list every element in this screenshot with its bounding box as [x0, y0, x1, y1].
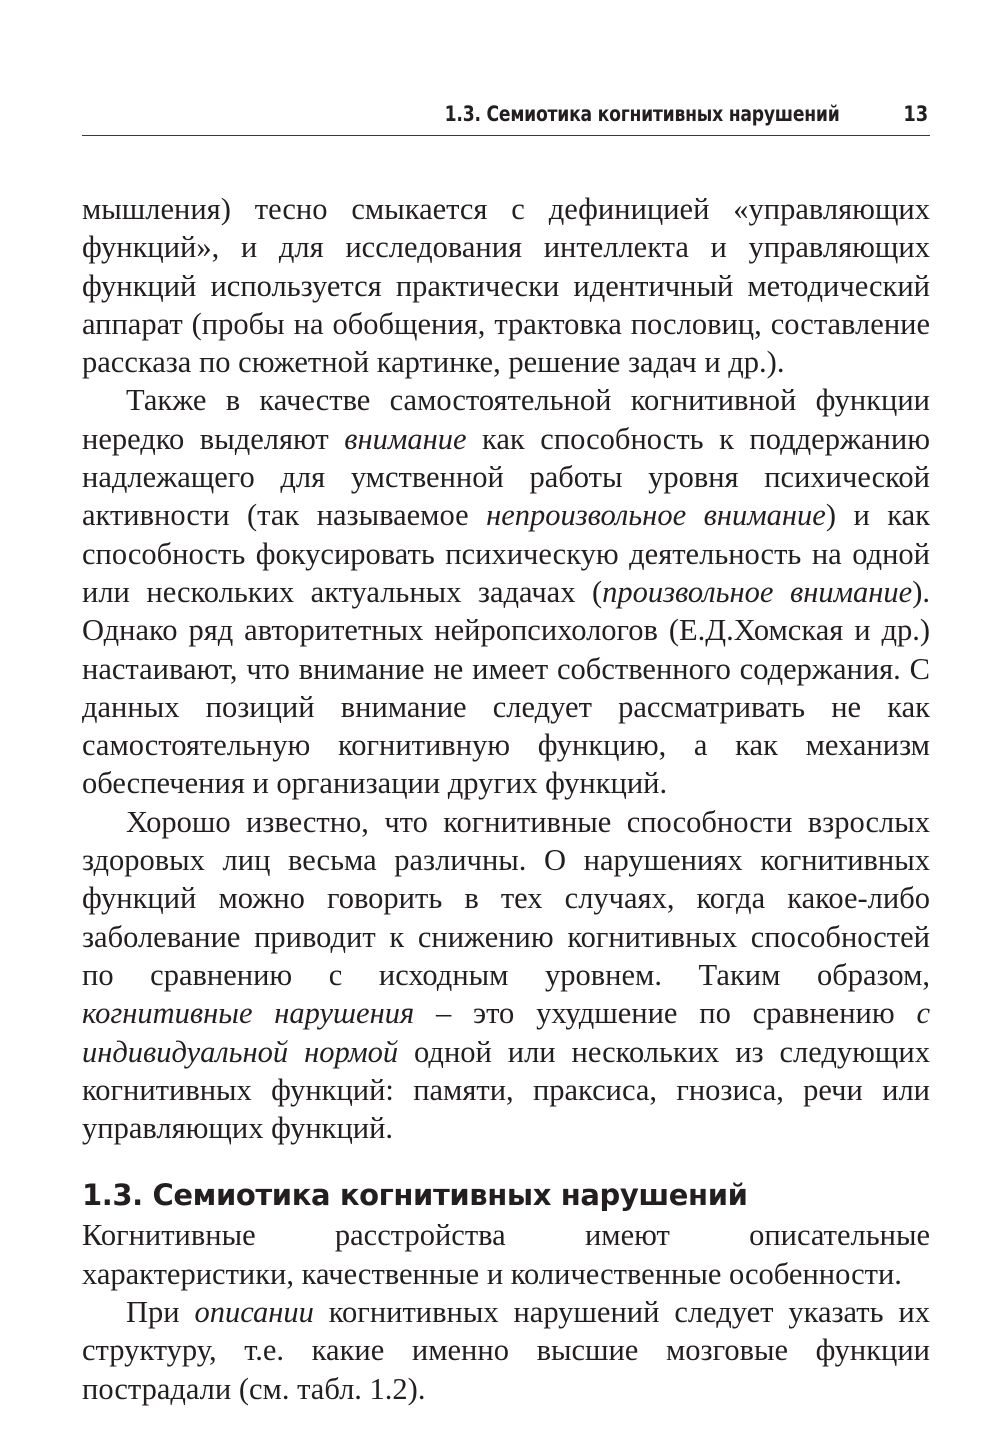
paragraph-text: Хорошо известно, что когнитивные способности взрослых здоровых лиц весьма различны. О нарушениях когнитивных функций можно говорить в тех случаях, когда какое-либо заболевание приводит к снижению когнитивных способностей по сравнению с исходным уровнем. Таким образом,: [82, 804, 930, 992]
emphasis-text: описании: [194, 1295, 314, 1330]
section-1-3: [82, 1174, 930, 1407]
page-number: 13: [903, 102, 928, 126]
emphasis-text: когнитивные нарушения: [82, 996, 415, 1031]
paragraph-text: ). Однако ряд авторитетных нейропсихологов (Е.Д.Хомская и др.) настаивают, что внимание не имеет собственного содержания. С данных позиций внимание следует рассматривать не как самостоятельную когнитивную функцию, а как механизм обеспечения и организации других функций.: [82, 574, 931, 801]
paragraph-1: [82, 190, 930, 381]
paragraph-text: – это ухудшение по сравнению: [414, 996, 917, 1031]
running-header-title: 1.3. Семиотика когнитивных нарушений: [445, 102, 840, 126]
header-rule: [82, 135, 930, 136]
body-text: [82, 190, 930, 1408]
section-paragraph-2: [82, 1293, 930, 1408]
paragraph-text: когнитивных нарушений следует указать их структуру, т.е. какие именно высшие мозговые функции пострадали (см. табл. 1.2).: [82, 1295, 930, 1406]
paragraph-text: ) и как способность фокусировать психическую деятельность на одной или нескольких актуальных задачах (: [82, 498, 930, 609]
paragraph-text: Также в качестве самостоятельной когнитивной функции нередко выделяют: [82, 383, 930, 456]
section-heading: 1.3. Семиотика когнитивных нарушений: [82, 1178, 748, 1213]
paragraph-2: [82, 381, 930, 802]
paragraph-text: При: [126, 1295, 195, 1330]
emphasis-text: с индивидуальной нормой: [82, 996, 930, 1069]
paragraph-text: мышления) тесно смыкается с дефиницией «управляющих функций», и для исследования интеллекта и управляющих функций используется практически идентичный методический аппарат (пробы на обобщения, трактовка пословиц, составление рассказа по сюжетной картинке, решение задач и др.).: [82, 192, 930, 380]
paragraph-text: как способность к поддержанию надлежащего для умственной работы уровня психической активности (так называемое: [82, 421, 930, 533]
paragraph-3: [82, 803, 930, 1148]
emphasis-text: непроизвольное внимание: [486, 498, 826, 533]
running-header: [82, 96, 930, 138]
section-paragraph-1: [82, 1216, 930, 1293]
paragraph-text: одной или нескольких из следующих когнитивных функций: памяти, праксиса, гнозиса, речи или управляющих функций.: [82, 1034, 930, 1146]
emphasis-text: внимание: [344, 421, 467, 456]
paragraph-text: Когнитивные расстройства имеют описательные характеристики, качественные и количественные особенности.: [82, 1218, 930, 1291]
emphasis-text: произвольное внимание: [602, 574, 913, 609]
